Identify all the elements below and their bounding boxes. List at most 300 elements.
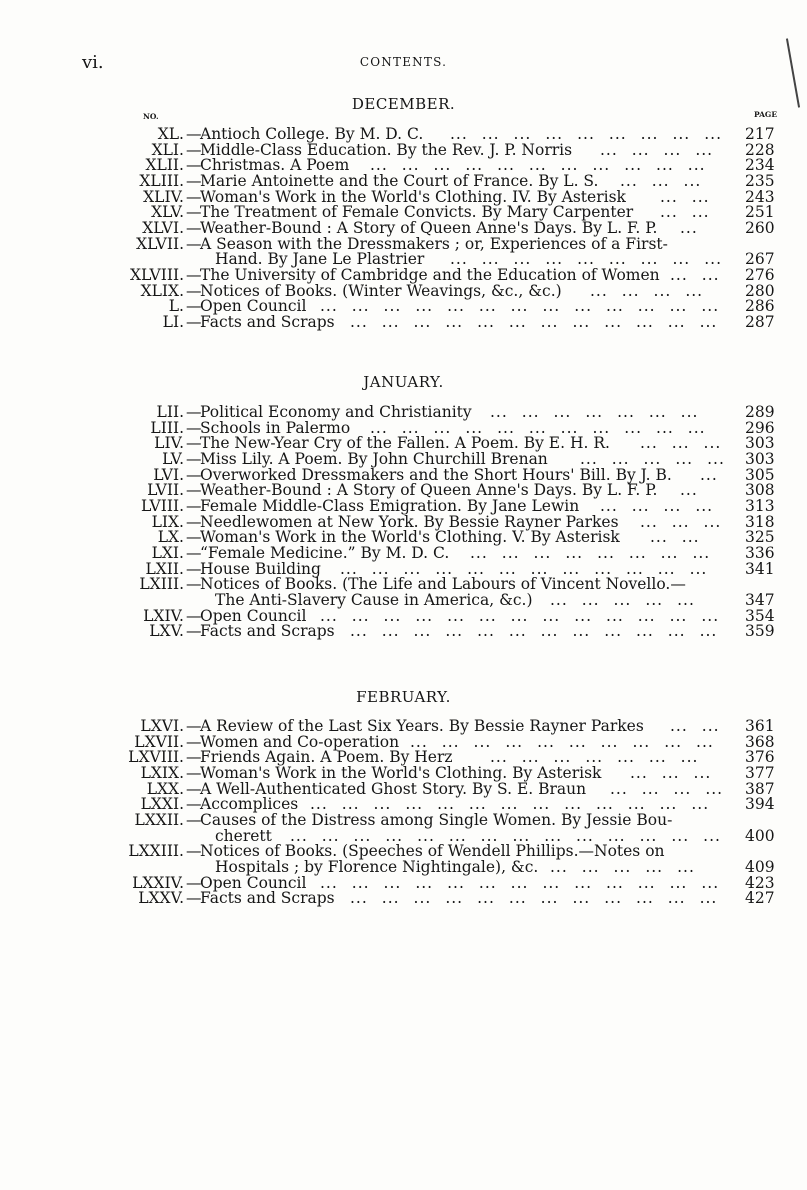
entry-page: 251 [745,203,775,222]
leader-dots: ... [537,732,555,751]
entry-title-continued: The Anti-Slavery Cause in America, &c.) [215,590,533,609]
leader-dots: ... [639,826,658,845]
entry-page: 409 [745,857,775,876]
entry-page: 286 [745,297,775,316]
entry-page: 394 [745,795,775,814]
leader-dots: ... [513,125,532,143]
leader-dots: ... [680,403,699,421]
leader-dots: ... [590,281,608,300]
entry-dash: — [186,187,202,206]
entry-number: XLIII. [139,171,184,190]
leader-dots: ... [553,403,572,421]
entry-page: 234 [745,156,775,175]
entry-dash: — [186,873,202,892]
entry-number: LII. [156,403,184,421]
entry-title: Schools in Palermo [200,418,351,437]
leader-dots: ... [381,312,400,331]
leader-dots: ... [604,622,623,641]
leader-dots: ... [403,559,422,578]
leader-dots: ... [385,826,404,845]
leader-dots: ... [477,889,495,908]
entry-title: Woman's Work in the World's Clothing. IV. By Asterisk [200,187,626,206]
leader-dots: ... [651,171,670,190]
leader-dots: ... [508,889,527,908]
leader-dots: ... [553,748,572,767]
entry-dash: — [186,125,202,143]
leader-dots: ... [448,826,467,845]
entry-page: 303 [745,434,775,453]
leader-dots: ... [383,297,402,316]
entry-page: 325 [745,528,775,547]
leader-dots: ... [692,543,711,562]
leader-dots: ... [521,403,540,421]
entry-title-continued: Hand. By Jane Le Plastrier [215,250,425,269]
leader-dots: ... [667,622,686,641]
entry-number: LVI. [153,465,184,484]
leader-dots: ... [660,543,679,562]
leader-dots: ... [510,297,529,316]
leader-dots: ... [610,779,628,798]
entry-dash: — [186,543,202,562]
leader-dots: ... [467,559,485,578]
leader-dots: ... [542,873,561,892]
page-column-header: PAGE [754,110,778,119]
entry-number: LXX. [146,779,184,798]
leader-dots: ... [600,496,618,515]
leader-dots: ... [450,250,468,269]
leader-dots: ... [672,250,691,269]
entry-number: XL. [157,125,184,143]
entry-title: Weather-Bound : A Story of Queen Anne's Days. By L. F. P. [200,218,658,237]
entry-title: Notices of Books. (Speeches of Wendell Phillips.—Notes on [200,842,665,861]
entry-dash: — [186,403,202,421]
page-number: vi. [82,52,104,73]
leader-dots: ... [607,826,626,845]
leader-dots: ... [657,559,676,578]
leader-dots: ... [691,187,710,206]
leader-dots: ... [490,748,508,767]
toc-entry [0,623,807,640]
entry-title: Open Council [200,873,307,892]
leader-dots: ... [596,795,614,814]
leader-dots: ... [441,732,460,751]
entry-number: LXXV. [138,889,184,908]
leader-dots: ... [704,125,723,143]
entry-dash: — [186,717,202,735]
entry-number: LXXI. [140,795,184,814]
leader-dots: ... [677,590,695,609]
leader-dots: ... [415,606,434,625]
leader-dots: ... [351,606,370,625]
toc-entry [0,314,807,331]
entry-number: LXXII. [134,810,184,829]
entry-title: Notices of Books. (Winter Weavings, &c., &c.) [200,281,562,300]
leader-dots: ... [597,543,615,562]
entry-title: House Building [200,559,321,578]
leader-dots: ... [672,125,691,143]
leader-dots: ... [687,156,706,175]
leader-dots: ... [478,606,497,625]
leader-dots: ... [542,297,561,316]
entry-dash: — [186,575,202,594]
leader-dots: ... [405,795,424,814]
entry-number: XLII. [145,156,184,175]
leader-dots: ... [565,543,584,562]
leader-dots: ... [643,449,662,468]
month-heading: JANUARY. [363,373,444,391]
leader-dots: ... [604,312,623,331]
entry-page: 267 [745,250,775,269]
leader-dots: ... [481,125,500,143]
leader-dots: ... [645,857,664,876]
toc-entry [0,890,807,907]
leader-dots: ... [687,418,706,437]
entry-title: Needlewomen at New York. By Bessie Rayner Parkes [200,512,619,531]
entry-dash: — [186,559,202,578]
leader-dots: ... [290,826,308,845]
leader-dots: ... [540,889,559,908]
entry-dash: — [186,810,202,829]
leader-dots: ... [572,312,591,331]
leader-dots: ... [648,403,667,421]
leader-dots: ... [532,795,551,814]
leader-dots: ... [656,418,674,437]
leader-dots: ... [512,826,531,845]
leader-dots: ... [671,512,690,531]
leader-dots: ... [581,590,600,609]
entry-title: The University of Cambridge and the Education of Women [200,265,660,284]
entry-page: 318 [745,512,775,531]
entry-dash: — [186,234,202,253]
entry-title: Women and Co-operation [200,732,400,751]
leader-dots: ... [373,795,392,814]
leader-dots: ... [560,156,579,175]
entry-dash: — [186,465,202,484]
entry-title: Middle-Class Education. By the Rev. J. P. Norris [200,140,573,159]
leader-dots: ... [445,889,464,908]
leader-dots: ... [383,606,402,625]
entry-dash: — [186,481,202,500]
leader-dots: ... [581,857,600,876]
leader-dots: ... [351,297,370,316]
leader-dots: ... [508,312,527,331]
leader-dots: ... [577,125,595,143]
leader-dots: ... [401,156,420,175]
leader-dots: ... [691,795,710,814]
entry-dash: — [186,434,202,453]
leader-dots: ... [481,250,500,269]
entry-title: Open Council [200,606,307,625]
leader-dots: ... [669,606,688,625]
entry-dash: — [186,748,202,767]
leader-dots: ... [562,559,581,578]
toc-entry [0,781,807,798]
leader-dots: ... [433,418,452,437]
leader-dots: ... [350,622,368,641]
leader-dots: ... [540,622,559,641]
leader-dots: ... [677,857,695,876]
entry-number: XLV. [151,203,184,222]
leader-dots: ... [381,889,400,908]
entry-dash: — [186,496,202,515]
leader-dots: ... [664,732,683,751]
leader-dots: ... [701,606,720,625]
leader-dots: ... [450,125,468,143]
leader-dots: ... [477,622,495,641]
entry-number: LVII. [147,481,184,500]
leader-dots: ... [497,156,515,175]
leader-dots: ... [608,125,627,143]
leader-dots: ... [594,559,613,578]
entry-page: 289 [745,403,775,421]
leader-dots: ... [620,171,638,190]
entry-dash: — [186,512,202,531]
leader-dots: ... [699,622,718,641]
leader-dots: ... [478,297,497,316]
leader-dots: ... [624,156,643,175]
leader-dots: ... [701,873,720,892]
entry-page: 359 [745,622,775,641]
leader-dots: ... [447,297,465,316]
leader-dots: ... [701,297,720,316]
leader-dots: ... [528,418,547,437]
entry-page: 387 [745,779,775,798]
leader-dots: ... [351,873,370,892]
leader-dots: ... [670,265,688,284]
entry-page: 308 [745,481,775,500]
leader-dots: ... [513,250,532,269]
toc-entry [0,298,807,315]
leader-dots: ... [580,449,598,468]
entry-page: 235 [745,171,775,190]
leader-dots: ... [545,250,564,269]
leader-dots: ... [640,250,659,269]
leader-dots: ... [576,826,594,845]
leader-dots: ... [648,748,667,767]
entry-number: L. [168,297,184,316]
entry-dash: — [186,528,202,547]
leader-dots: ... [415,297,434,316]
leader-dots: ... [560,418,579,437]
entry-dash: — [186,418,202,437]
entry-dash: — [186,156,202,175]
leader-dots: ... [699,312,718,331]
leader-dots: ... [497,418,515,437]
leader-dots: ... [606,297,624,316]
leader-dots: ... [669,873,688,892]
leader-dots: ... [447,873,465,892]
entry-number: LXIX. [140,764,184,782]
leader-dots: ... [695,496,714,515]
entry-number: LIII. [150,418,184,437]
leader-dots: ... [577,250,595,269]
entry-dash: — [186,312,202,331]
number-column-header: NO. [143,112,159,121]
leader-dots: ... [653,281,672,300]
leader-dots: ... [477,312,495,331]
leader-dots: ... [510,873,529,892]
leader-dots: ... [703,512,722,531]
leader-dots: ... [480,826,499,845]
leader-dots: ... [661,764,680,782]
leader-dots: ... [585,403,604,421]
leader-dots: ... [667,889,686,908]
entry-page: 423 [745,873,775,892]
entry-number: XLVI. [142,218,184,237]
leader-dots: ... [370,156,388,175]
entry-number: LX. [157,528,184,547]
entry-title: Open Council [200,297,307,316]
leader-dots: ... [640,512,658,531]
entry-page: 296 [745,418,775,437]
leader-dots: ... [701,265,720,284]
leader-dots: ... [663,496,682,515]
leader-dots: ... [631,496,650,515]
entry-dash: — [186,265,202,284]
leader-dots: ... [564,795,583,814]
entry-page: 260 [745,218,775,237]
leader-dots: ... [650,528,668,547]
month-heading: DECEMBER. [351,95,456,113]
entry-dash: — [186,171,202,190]
entry-title-continued: cherett [215,826,272,845]
leader-dots: ... [413,889,432,908]
entry-dash: — [186,779,202,798]
leader-dots: ... [501,543,520,562]
leader-dots: ... [350,889,368,908]
leader-dots: ... [435,559,454,578]
leader-dots: ... [660,203,678,222]
leader-dots: ... [320,873,338,892]
leader-dots: ... [383,873,402,892]
entry-dash: — [186,764,202,782]
leader-dots: ... [508,622,527,641]
leader-dots: ... [617,748,635,767]
entry-page: 336 [745,543,775,562]
leader-dots: ... [585,748,604,767]
entry-page: 228 [745,140,775,159]
leader-dots: ... [433,156,452,175]
leader-dots: ... [613,857,632,876]
leader-dots: ... [505,732,524,751]
entry-page: 280 [745,281,775,300]
leader-dots: ... [683,171,702,190]
leader-dots: ... [310,795,328,814]
entry-number: XLVIII. [130,265,184,284]
leader-dots: ... [465,418,484,437]
leader-dots: ... [699,889,718,908]
leader-dots: ... [401,418,420,437]
leader-dots: ... [540,312,559,331]
leader-dots: ... [693,764,712,782]
entry-page: 287 [745,312,775,331]
leader-dots: ... [636,312,654,331]
entry-title: Facts and Scraps [200,312,335,331]
leader-dots: ... [530,559,549,578]
entry-title: Marie Antoinette and the Court of France. By L. S. [200,171,599,190]
leader-dots: ... [611,449,630,468]
entry-page: 376 [745,748,775,767]
entry-number: LVIII. [141,496,184,515]
leader-dots: ... [353,826,372,845]
entry-dash: — [186,606,202,625]
leader-dots: ... [473,732,492,751]
leader-dots: ... [640,434,658,453]
entry-title: Female Middle-Class Emigration. By Jane Lewin [200,496,580,515]
leader-dots: ... [696,732,714,751]
leader-dots: ... [568,732,587,751]
entry-page: 313 [745,496,775,515]
leader-dots: ... [630,764,648,782]
entry-page: 347 [745,590,775,609]
leader-dots: ... [636,889,654,908]
leader-dots: ... [663,140,682,159]
leader-dots: ... [645,590,664,609]
entry-dash: — [186,732,202,751]
leader-dots: ... [606,606,624,625]
leader-dots: ... [613,590,632,609]
leader-dots: ... [704,250,723,269]
leader-dots: ... [681,528,700,547]
leader-dots: ... [637,297,656,316]
entry-number: LIV. [154,434,184,453]
leader-dots: ... [617,403,635,421]
entry-title: Accomplices [200,795,299,814]
leader-dots: ... [340,559,358,578]
leader-dots: ... [498,559,517,578]
entry-number: XLVII. [136,234,184,253]
leader-dots: ... [371,559,390,578]
entry-page: 427 [745,889,775,908]
leader-dots: ... [606,873,624,892]
entry-dash: — [186,203,202,222]
leader-dots: ... [478,873,497,892]
toc-entry [0,718,807,735]
leader-dots: ... [636,622,654,641]
entry-title: Political Economy and Christianity [200,403,472,421]
leader-dots: ... [321,826,340,845]
leader-dots: ... [680,218,698,237]
leader-dots: ... [627,795,646,814]
leader-dots: ... [656,156,674,175]
entry-title: The Treatment of Female Convicts. By Mary Carpenter [200,203,634,222]
entry-title: Overworked Dressmakers and the Short Hours' Bill. By J. B. [200,465,672,484]
leader-dots: ... [631,140,650,159]
leader-dots: ... [574,606,593,625]
leader-dots: ... [521,748,540,767]
leader-dots: ... [673,779,692,798]
leader-dots: ... [574,873,593,892]
leader-dots: ... [700,465,718,484]
leader-dots: ... [468,795,487,814]
entry-number: XLIV. [143,187,184,206]
entry-number: LIX. [151,512,184,531]
leader-dots: ... [600,140,618,159]
entry-dash: — [186,889,202,908]
entry-dash: — [186,281,202,300]
leader-dots: ... [659,795,678,814]
leader-dots: ... [445,312,464,331]
leader-dots: ... [689,559,708,578]
entry-page: 276 [745,265,775,284]
leader-dots: ... [669,297,688,316]
entry-title: Weather-Bound : A Story of Queen Anne's Days. By L. F. P. [200,481,658,500]
entry-title: The New-Year Cry of the Fallen. A Poem. By E. H. R. [200,434,610,453]
leader-dots: ... [671,826,690,845]
leader-dots: ... [640,125,659,143]
entry-title: A Well-Authenticated Ghost Story. By S. E. Braun [200,779,587,798]
leader-dots: ... [445,622,464,641]
